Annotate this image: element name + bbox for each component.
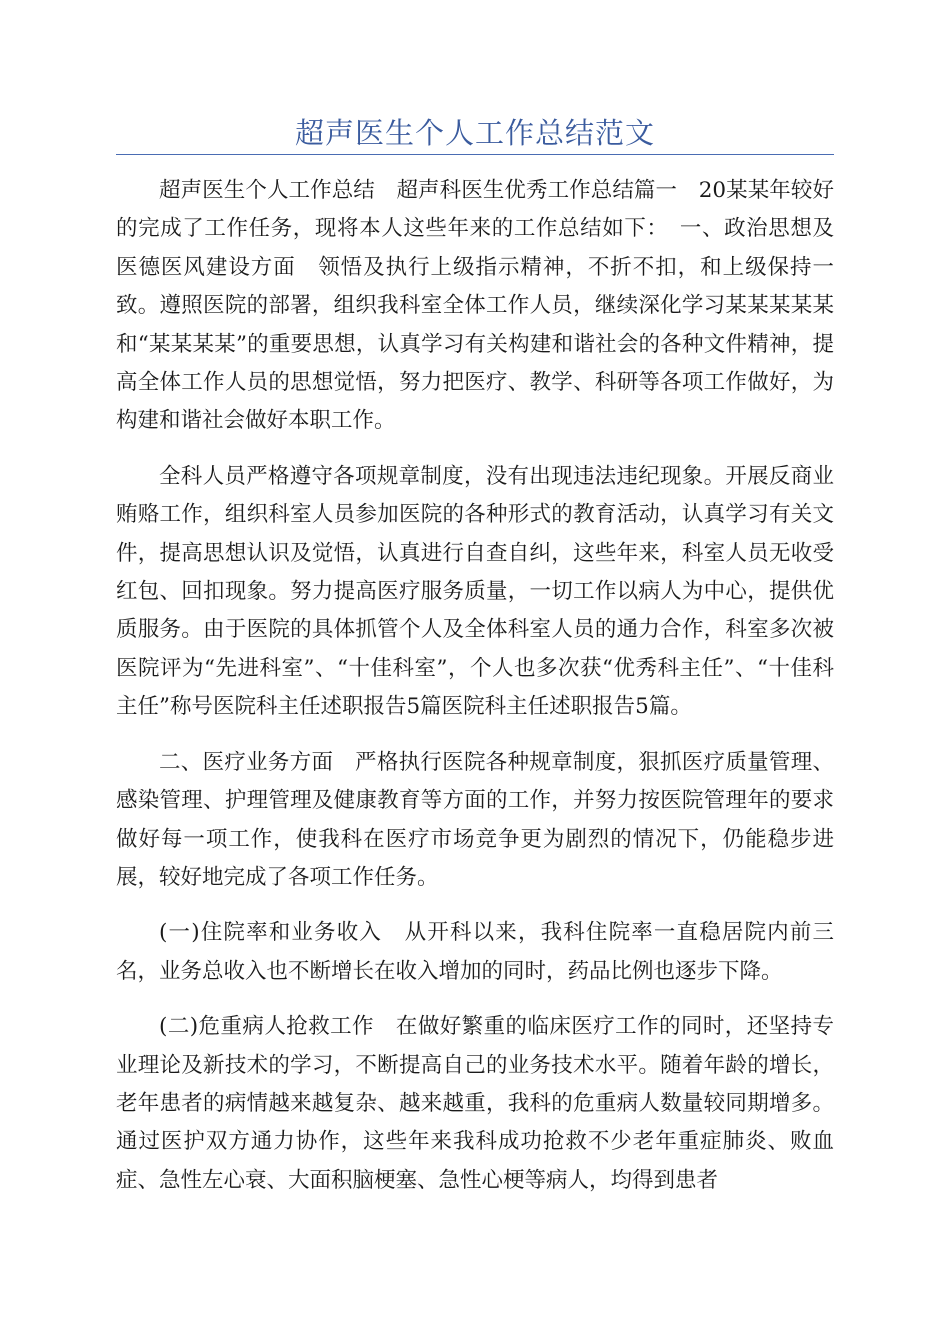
paragraph-5: (二)危重病人抢救工作 在做好繁重的临床医疗工作的同时，还坚持专业理论及新技术的学习，不断提高自己的业务技术水平。随着年龄的增长，老年患者的病情越来越复杂、越来越重，我科的危重病人数量较同期增多。通过医护双方通力协作，这些年来我科成功抢救不少老年重症肺炎、败血症、急性左心衰、大面积脑梗塞、急性心梗等病人，均得到患者 [116,1014,834,1193]
paragraph-1: 超声医生个人工作总结 超声科医生优秀工作总结篇一 20某某年较好的完成了工作任务，现将本人这些年来的工作总结如下： 一、政治思想及医德医风建设方面 领悟及执行上级指示精神，不折不扣，和上级保持一致。遵照医院的部署，组织我科室全体工作人员，继续深化学习某某某某某和“某某某某”的重要思想，认真学习有关构建和谐社会的各种文件精神，提高全体工作人员的思想觉悟，努力把医疗、教学、科研等各项工作做好，为构建和谐社会做好本职工作。 [116,178,834,434]
paragraph-3: 二、医疗业务方面 严格执行医院各种规章制度，狠抓医疗质量管理、感染管理、护理管理及健康教育等方面的工作，并努力按医院管理年的要求做好每一项工作，使我科在医疗市场竞争更为剧烈的情况下，仍能稳步进展，较好地完成了各项工作任务。 [116,749,834,890]
document-body [116,172,834,1217]
title-underline [116,154,834,155]
document-title: 超声医生个人工作总结范文 [294,116,655,150]
paragraph-2: 全科人员严格遵守各项规章制度，没有出现违法违纪现象。开展反商业贿赂工作，组织科室人员参加医院的各种形式的教育活动，认真学习有关文件，提高思想认识及觉悟，认真进行自查自纠，这些年来，科室人员无收受红包、回扣现象。努力提高医疗服务质量，一切工作以病人为中心，提供优质服务。由于医院的具体抓管个人及全体科室人员的通力合作，科室多次被医院评为“先进科室”、“十佳科室”，个人也多次获“优秀科主任”、“十佳科主任”称号医院科主任述职报告5篇医院科主任述职报告5篇。 [116,463,834,720]
paragraph-4: (一)住院率和业务收入 从开科以来，我科住院率一直稳居院内前三名，业务总收入也不断增长在收入增加的同时，药品比例也逐步下降。 [116,920,834,984]
